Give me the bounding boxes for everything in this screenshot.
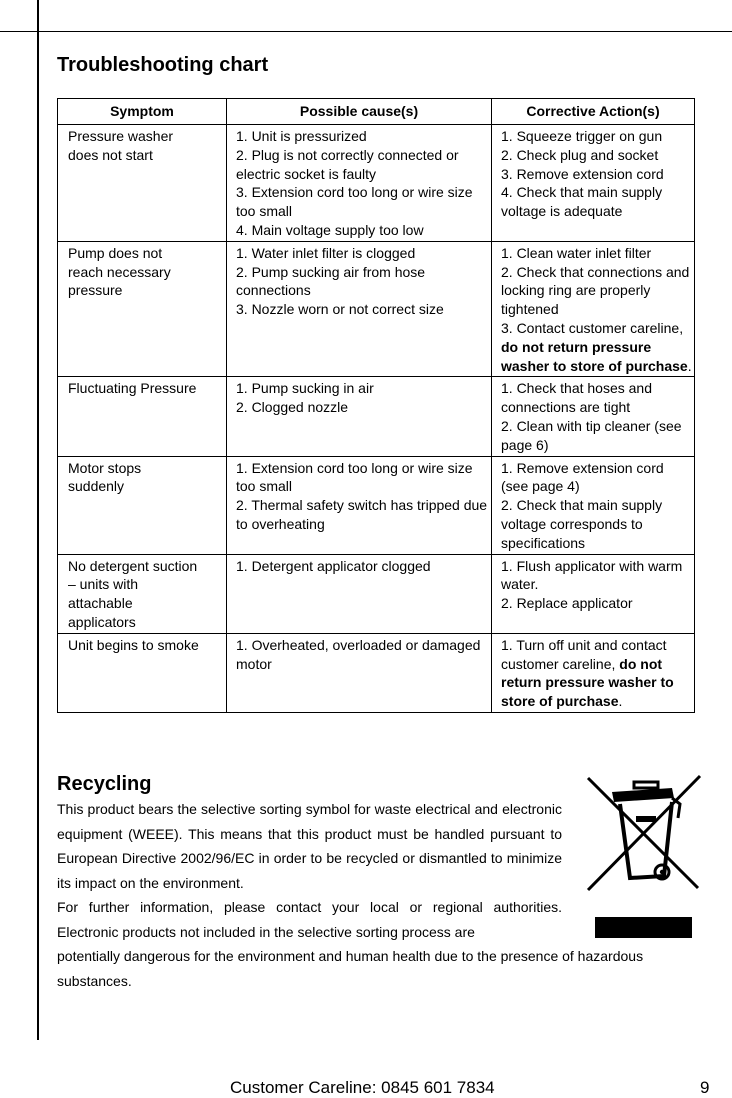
action-cell xyxy=(492,241,695,377)
table-row xyxy=(58,241,695,377)
cause-cell-line: 1. Unit is pressurized xyxy=(236,128,367,144)
action-emphasis: do not return pressure washer to store of purchase xyxy=(501,655,674,710)
symptom-cell-line: does not start xyxy=(68,146,153,163)
symptom-cell-line: Motor stops xyxy=(68,459,142,476)
recycling-paragraph-continued: potentially dangerous for the environment and human health due to the presence of hazardous substances. xyxy=(57,948,644,989)
symptom-cell-line: attachable xyxy=(68,595,133,612)
action-cell-line: 2. Replace applicator xyxy=(501,595,633,612)
symptom-cell xyxy=(58,554,227,633)
cause-cell xyxy=(227,241,492,377)
symptom-cell-line: Pressure washer xyxy=(68,128,174,144)
symptom-cell-line: Pump does not xyxy=(68,244,163,261)
symptom-cell-line: reach necessary xyxy=(68,263,171,280)
action-cell-line: 1. Remove extension cord (see page 4) xyxy=(501,459,664,495)
left-margin-rule xyxy=(37,0,39,1040)
cause-cell-line: 3. Extension cord too long or wire size too small xyxy=(236,184,473,220)
symptom-cell-line: suddenly xyxy=(68,478,125,495)
symptom-cell xyxy=(58,125,227,242)
action-lead: 3. Contact customer careline, xyxy=(501,319,684,336)
header-causes: Possible cause(s) xyxy=(227,99,492,125)
action-cell xyxy=(492,125,695,242)
symptom-cell xyxy=(58,241,227,377)
action-cell-line: 1. Clean water inlet filter xyxy=(501,244,652,261)
table-header-row xyxy=(58,99,695,125)
action-lead: 1. Turn off unit and contact customer careline, xyxy=(501,636,667,672)
page-number: 9 xyxy=(700,1078,710,1097)
cause-cell-line: 2. Thermal safety switch has tripped due to overheating xyxy=(236,497,488,532)
weee-crossed-bin-icon xyxy=(584,772,704,942)
symptom-cell-line: No detergent suction xyxy=(68,557,198,574)
cause-cell-line: 2. Clogged nozzle xyxy=(236,399,349,416)
symptom-cell xyxy=(58,633,227,712)
header-symptom: Symptom xyxy=(58,99,227,125)
action-cell-line xyxy=(501,636,692,711)
symptom-cell-line: Unit begins to smoke xyxy=(68,636,199,653)
top-margin-rule xyxy=(0,31,732,32)
action-cell-line: 1. Check that hoses and connections are tight xyxy=(501,380,652,416)
page-title: Troubleshooting chart xyxy=(57,54,269,76)
symptom-cell-line: Fluctuating Pressure xyxy=(68,380,197,397)
action-cell-line: 1. Squeeze trigger on gun xyxy=(501,128,663,144)
action-end: . xyxy=(687,357,692,374)
action-cell-line xyxy=(501,319,692,375)
cause-cell-line: 1. Extension cord too long or wire size too small xyxy=(236,459,473,495)
cause-cell xyxy=(227,554,492,633)
cause-cell-line: 1. Detergent applicator clogged xyxy=(236,557,431,574)
action-cell-line: 2. Clean with tip cleaner (see page 6) xyxy=(501,417,682,453)
action-cell xyxy=(492,633,695,712)
action-cell xyxy=(492,377,695,456)
action-cell xyxy=(492,554,695,633)
action-cell-line: 2. Check plug and socket xyxy=(501,146,659,163)
page-footer xyxy=(0,1078,732,1098)
recycling-paragraph xyxy=(57,797,562,944)
table-row xyxy=(58,633,695,712)
cause-cell xyxy=(227,125,492,242)
cause-cell xyxy=(227,456,492,554)
symptom-cell xyxy=(58,377,227,456)
action-cell-line: 4. Check that main supply voltage is adequate xyxy=(501,184,663,220)
action-emphasis: do not return pressure washer to store of purchase xyxy=(501,338,688,374)
symptom-cell-line: applicators xyxy=(68,613,136,630)
action-end: . xyxy=(618,693,623,710)
cause-cell xyxy=(227,633,492,712)
table-row xyxy=(58,377,695,456)
recycling-text-2a: For further information, please contact your local or regional authorities. Electronic products not included in the selective sorting process are xyxy=(57,899,562,940)
cause-cell-line: 3. Nozzle worn or not correct size xyxy=(236,301,444,318)
symptom-cell-line: – units with xyxy=(68,576,139,593)
cause-cell-line: 1. Overheated, overloaded or damaged motor xyxy=(236,636,481,672)
cause-cell-line: 2. Plug is not correctly connected or electric socket is faulty xyxy=(236,146,459,182)
symptom-cell-line: pressure xyxy=(68,282,123,299)
cause-cell-line: 1. Pump sucking in air xyxy=(236,380,374,397)
table-row xyxy=(58,456,695,554)
action-cell xyxy=(492,456,695,554)
table-row xyxy=(58,554,695,633)
action-cell-line: 3. Remove extension cord xyxy=(501,165,664,182)
action-cell-line: 2. Check that main supply voltage corresponds to specifications xyxy=(501,497,663,551)
symptom-cell xyxy=(58,456,227,554)
table-row xyxy=(58,125,695,242)
header-actions: Corrective Action(s) xyxy=(492,99,695,125)
recycling-text-1: This product bears the selective sorting symbol for waste electrical and electronic equipment (WEEE). This means that this product must be handled pursuant to European Directive 2002/96/EC in order to be recycled or dismantled to minimize its impact on the environment. xyxy=(57,801,562,891)
customer-careline: Customer Careline: 0845 601 7834 xyxy=(230,1078,495,1097)
cause-cell-line: 1. Water inlet filter is clogged xyxy=(236,244,416,261)
action-cell-line: 2. Check that connections and locking ring are properly tightened xyxy=(501,263,690,318)
recycling-title: Recycling xyxy=(57,773,152,795)
troubleshooting-table xyxy=(57,98,695,713)
cause-cell-line: 4. Main voltage supply too low xyxy=(236,221,424,238)
cause-cell-line: 2. Pump sucking air from hose connections xyxy=(236,263,426,299)
action-cell-line: 1. Flush applicator with warm water. xyxy=(501,557,683,593)
cause-cell xyxy=(227,377,492,456)
